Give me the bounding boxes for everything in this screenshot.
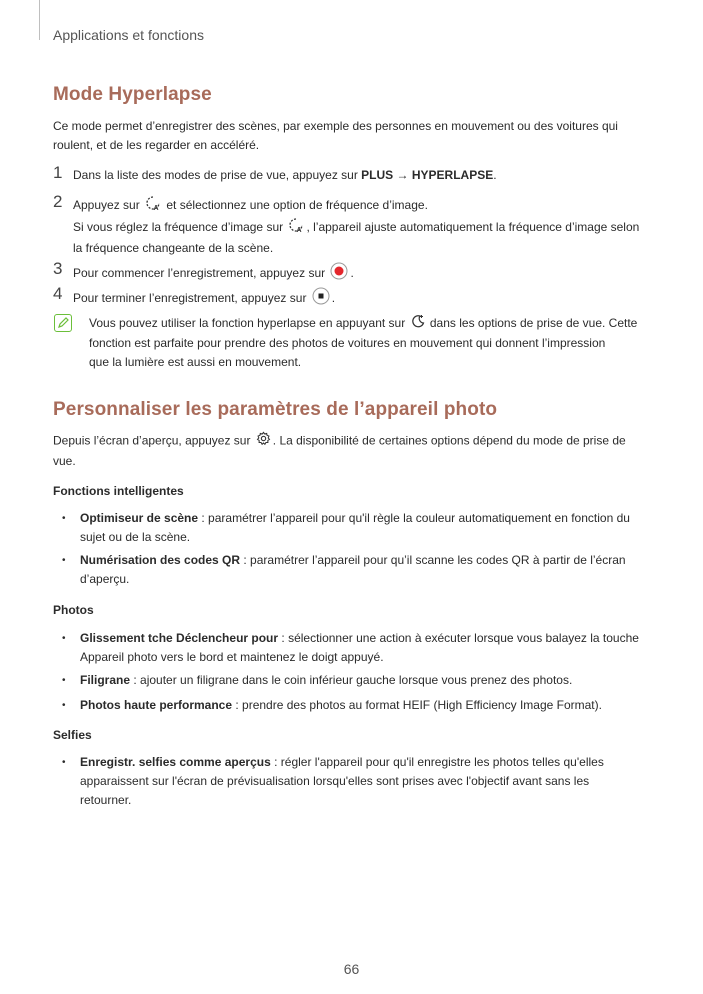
frame-rate-auto-icon — [288, 217, 304, 239]
list-item: • Numérisation des codes QR : paramétrer l’appareil pour qu’il scanne les codes QR à partir de l’écran d’aperçu. — [62, 553, 626, 586]
list-item: • Photos haute performance : prendre des photos au format HEIF (High Efficiency Image Format). — [62, 698, 602, 712]
record-icon — [330, 262, 348, 286]
settings-title: Personnaliser les paramètres de l’appareil photo — [53, 399, 498, 420]
group-heading-photos: Photos — [53, 603, 94, 617]
section-header: Applications et fonctions — [53, 27, 204, 43]
header-divider — [39, 0, 40, 40]
step-1: 1 Dans la liste des modes de prise de vue, appuyez sur PLUS → HYPERLAPSE. — [53, 163, 497, 182]
list-item: • Enregistr. selfies comme aperçus : régler l'appareil pour qu'il enregistre les photos telles qu'elles apparaissent sur l'écran de prévisualisation lorsqu'elles sont prises avec l'objectif avant sans les retourner. — [62, 755, 604, 807]
svg-text:A: A — [153, 205, 159, 211]
note-icon — [54, 314, 72, 332]
step-2: 2 Appuyez sur A et sélectionnez une option de fréquence d’image. Si vous réglez la fréquence d’image sur A , l’appareil ajuste automatiquement la fréquence d’image selon la fréquence changeante de la scène. — [53, 192, 640, 255]
night-hyperlapse-icon — [411, 314, 425, 334]
step-3: 3 Pour commencer l’enregistrement, appuyez sur . — [53, 262, 653, 286]
gear-icon — [256, 431, 271, 452]
hyperlapse-title: Mode Hyperlapse — [53, 84, 212, 105]
list-item: • Glissement tche Déclencheur pour : sélectionner une action à exécuter lorsque vous balayez la touche Appareil photo vers le bord et maintenez le doigt appuyé. — [62, 631, 639, 664]
hyperlapse-note: Vous pouvez utiliser la fonction hyperlapse en appuyant sur dans les options de prise de vue. Cette fonction est parfaite pour prendre des photos de voitures en mouvement qui donnent l’impression que la lumière est aussi en mouvement. — [53, 314, 653, 372]
settings-intro: Depuis l’écran d’aperçu, appuyez sur . La disponibilité de certaines options dépend du mode de prise de vue. — [53, 431, 653, 471]
page-number: 66 — [343, 961, 360, 977]
svg-text:A: A — [296, 227, 303, 233]
stop-icon — [312, 287, 330, 311]
step-4: 4 Pour terminer l’enregistrement, appuyez sur . — [53, 287, 653, 311]
frame-rate-auto-icon — [145, 195, 161, 217]
list-item: • Optimiseur de scène : paramétrer l’appareil pour qu'il règle la couleur automatiquement en fonction du sujet ou de la scène. — [62, 511, 630, 544]
hyperlapse-intro: Ce mode permet d’enregistrer des scènes, par exemple des personnes en mouvement ou des voitures qui roulent, et de les regarder en accéléré. — [53, 119, 618, 152]
list-item: • Filigrane : ajouter un filigrane dans le coin inférieur gauche lorsque vous prenez des photos. — [62, 673, 573, 687]
group-heading-selfies: Selfies — [53, 728, 92, 742]
group-heading-smart: Fonctions intelligentes — [53, 484, 184, 498]
